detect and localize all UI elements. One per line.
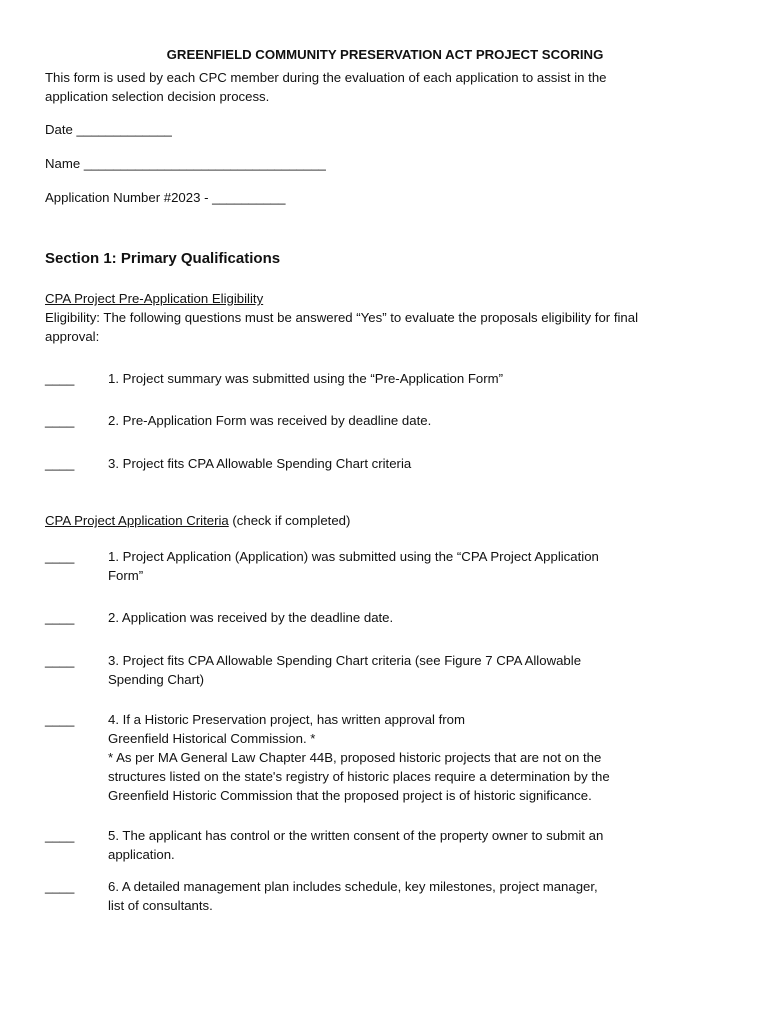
date-field[interactable]: Date _____________ bbox=[45, 122, 172, 137]
pre-app-item: 2. Pre-Application Form was received by deadline date. bbox=[108, 413, 432, 428]
checkbox-blank[interactable]: ____ bbox=[45, 712, 75, 727]
form-title: GREENFIELD COMMUNITY PRESERVATION ACT PROJECT SCORING bbox=[166, 47, 604, 62]
checkbox-blank[interactable]: ____ bbox=[45, 610, 75, 625]
checkbox-blank[interactable]: ____ bbox=[45, 549, 75, 564]
criteria-item bbox=[108, 710, 668, 805]
section-1-heading: Section 1: Primary Qualifications bbox=[45, 250, 281, 267]
criteria-item-line: Greenfield Historical Commission. * bbox=[108, 731, 316, 746]
name-field[interactable]: Name _________________________________ bbox=[45, 156, 326, 171]
intro-line: This form is used by each CPC member during the evaluation of each application to assist in the bbox=[45, 70, 607, 85]
pre-app-item: 1. Project summary was submitted using the “Pre-Application Form” bbox=[108, 371, 504, 386]
criteria-footnote-line: Greenfield Historic Commission that the proposed project is of historic significance. bbox=[108, 788, 592, 803]
checkbox-blank[interactable]: ____ bbox=[45, 371, 75, 386]
criteria-item-line: 2. Application was received by the deadline date. bbox=[108, 610, 394, 625]
criteria-item-line: 6. A detailed management plan includes schedule, key milestones, project manager, bbox=[108, 879, 598, 894]
criteria-item-line: Spending Chart) bbox=[108, 672, 205, 687]
pre-application-block bbox=[45, 289, 705, 346]
criteria-item-line: 1. Project Application (Application) was submitted using the “CPA Project Application bbox=[108, 549, 599, 564]
criteria-item bbox=[108, 547, 668, 585]
criteria-item-line: 5. The applicant has control or the written consent of the property owner to submit an bbox=[108, 828, 604, 843]
criteria-item bbox=[108, 826, 668, 864]
application-criteria-heading: CPA Project Application Criteria bbox=[45, 513, 229, 528]
criteria-item bbox=[108, 877, 668, 915]
criteria-item-line: 3. Project fits CPA Allowable Spending Chart criteria (see Figure 7 CPA Allowable bbox=[108, 653, 582, 668]
checkbox-blank[interactable]: ____ bbox=[45, 456, 75, 471]
intro-paragraph bbox=[45, 68, 685, 106]
criteria-footnote-line: structures listed on the state's registry of historic places require a determination by the bbox=[108, 769, 610, 784]
eligibility-description: approval: bbox=[45, 329, 100, 344]
criteria-item-line: 4. If a Historic Preservation project, has written approval from bbox=[108, 712, 465, 727]
application-criteria-note: (check if completed) bbox=[228, 513, 351, 528]
pre-app-item: 3. Project fits CPA Allowable Spending Chart criteria bbox=[108, 456, 412, 471]
criteria-footnote-line: * As per MA General Law Chapter 44B, proposed historic projects that are not on the bbox=[108, 750, 602, 765]
application-criteria-heading-row bbox=[45, 511, 350, 530]
checkbox-blank[interactable]: ____ bbox=[45, 413, 75, 428]
criteria-item-line: Form” bbox=[108, 568, 144, 583]
pre-application-heading: CPA Project Pre-Application Eligibility bbox=[45, 291, 264, 306]
application-number-field[interactable]: Application Number #2023 - __________ bbox=[45, 190, 286, 205]
criteria-item-line: application. bbox=[108, 847, 175, 862]
checkbox-blank[interactable]: ____ bbox=[45, 828, 75, 843]
checkbox-blank[interactable]: ____ bbox=[45, 653, 75, 668]
checkbox-blank[interactable]: ____ bbox=[45, 879, 75, 894]
eligibility-description: Eligibility: The following questions must be answered “Yes” to evaluate the proposals eligibility for final bbox=[45, 310, 639, 325]
criteria-item bbox=[108, 651, 668, 689]
intro-line: application selection decision process. bbox=[45, 89, 270, 104]
criteria-item-line: list of consultants. bbox=[108, 898, 213, 913]
criteria-item bbox=[108, 608, 668, 627]
